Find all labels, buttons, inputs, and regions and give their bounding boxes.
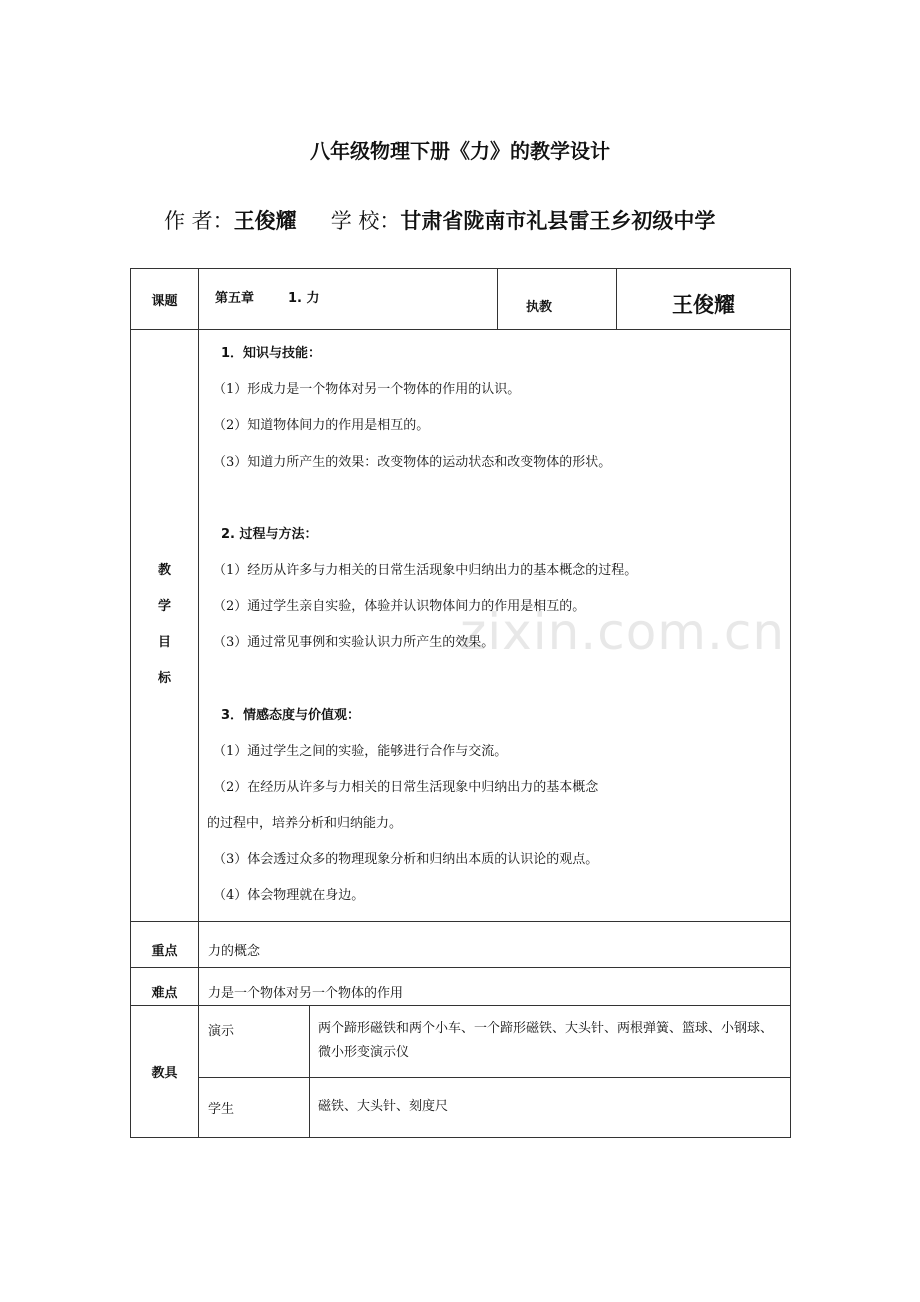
knowledge-item: （2）知道物体间力的作用是相互的。 [213, 418, 430, 434]
process-item: （1）经历从许多与力相关的日常生活现象中归纳出力的基本概念的过程。 [213, 562, 638, 578]
difficulty-row [131, 967, 791, 1005]
author-line [164, 205, 715, 235]
document-title: 八年级物理下册《力》的教学设计 [310, 139, 610, 163]
difficulty-text: 力是一个物体对另一个物体的作用 [199, 967, 791, 1005]
process-item: （3）通过常见事例和实验认识力所产生的效果。 [213, 635, 495, 651]
process-heading: 2. 过程与方法： [221, 526, 318, 542]
difficulty-label: 难点 [131, 967, 199, 1005]
key-point-text: 力的概念 [199, 921, 791, 967]
demo-text: 两个蹄形磁铁和两个小车、一个蹄形磁铁、大头针、两根弹簧、篮球、小钢球、微小形变演示仪 [310, 1005, 791, 1077]
school-name: 甘肃省陇南市礼县雷王乡初级中学 [400, 209, 716, 233]
equipment-label: 教具 [131, 1005, 199, 1137]
attitude-item: （4）体会物理就在身边。 [213, 888, 365, 904]
knowledge-item: （3）知道力所产生的效果：改变物体的运动状态和改变物体的形状。 [213, 454, 612, 470]
student-text: 磁铁、大头针、刻度尺 [310, 1077, 791, 1137]
attitude-item-continued: 的过程中，培养分析和归纳能力。 [207, 816, 403, 832]
demo-equipment-row [131, 1005, 791, 1077]
goals-label-char: 目 [157, 635, 171, 651]
chapter-text: 第五章 [215, 291, 255, 306]
attitude-item: （1）通过学生之间的实验，能够进行合作与交流。 [213, 743, 508, 759]
topic-row [131, 269, 791, 330]
school-label: 学 校： [330, 209, 401, 233]
knowledge-heading: 1．知识与技能： [221, 346, 322, 361]
attitude-item: （2）在经历从许多与力相关的日常生活现象中归纳出力的基本概念 [213, 779, 599, 795]
attitude-heading: 3．情感态度与价值观： [221, 707, 361, 723]
student-label: 学生 [199, 1077, 310, 1137]
goals-label-char: 标 [157, 671, 171, 687]
student-equipment-row [131, 1077, 791, 1137]
topic-value [199, 269, 498, 330]
key-point-label: 重点 [131, 921, 199, 967]
process-item: （2）通过学生亲自实验，体验并认识物体间力的作用是相互的。 [213, 599, 586, 615]
teacher-name: 王俊耀 [617, 269, 791, 330]
demo-label: 演示 [199, 1005, 310, 1077]
lesson-plan-table [130, 268, 791, 1138]
knowledge-item: （1）形成力是一个物体对另一个物体的作用的认识。 [213, 382, 521, 398]
goals-label [131, 330, 199, 922]
author-label: 作 者： [164, 209, 234, 233]
goals-label-char: 学 [157, 599, 171, 615]
key-point-row [131, 921, 791, 967]
teacher-label: 执教 [498, 269, 617, 330]
attitude-item: （3）体会透过众多的物理现象分析和归纳出本质的认识论的观点。 [213, 852, 599, 868]
watermark-text: zixin.com.cn [460, 603, 786, 661]
section-text: 1. 力 [288, 291, 320, 306]
author-name: 王俊耀 [233, 209, 297, 233]
topic-label: 课题 [131, 269, 199, 330]
goals-label-char: 教 [157, 563, 171, 579]
